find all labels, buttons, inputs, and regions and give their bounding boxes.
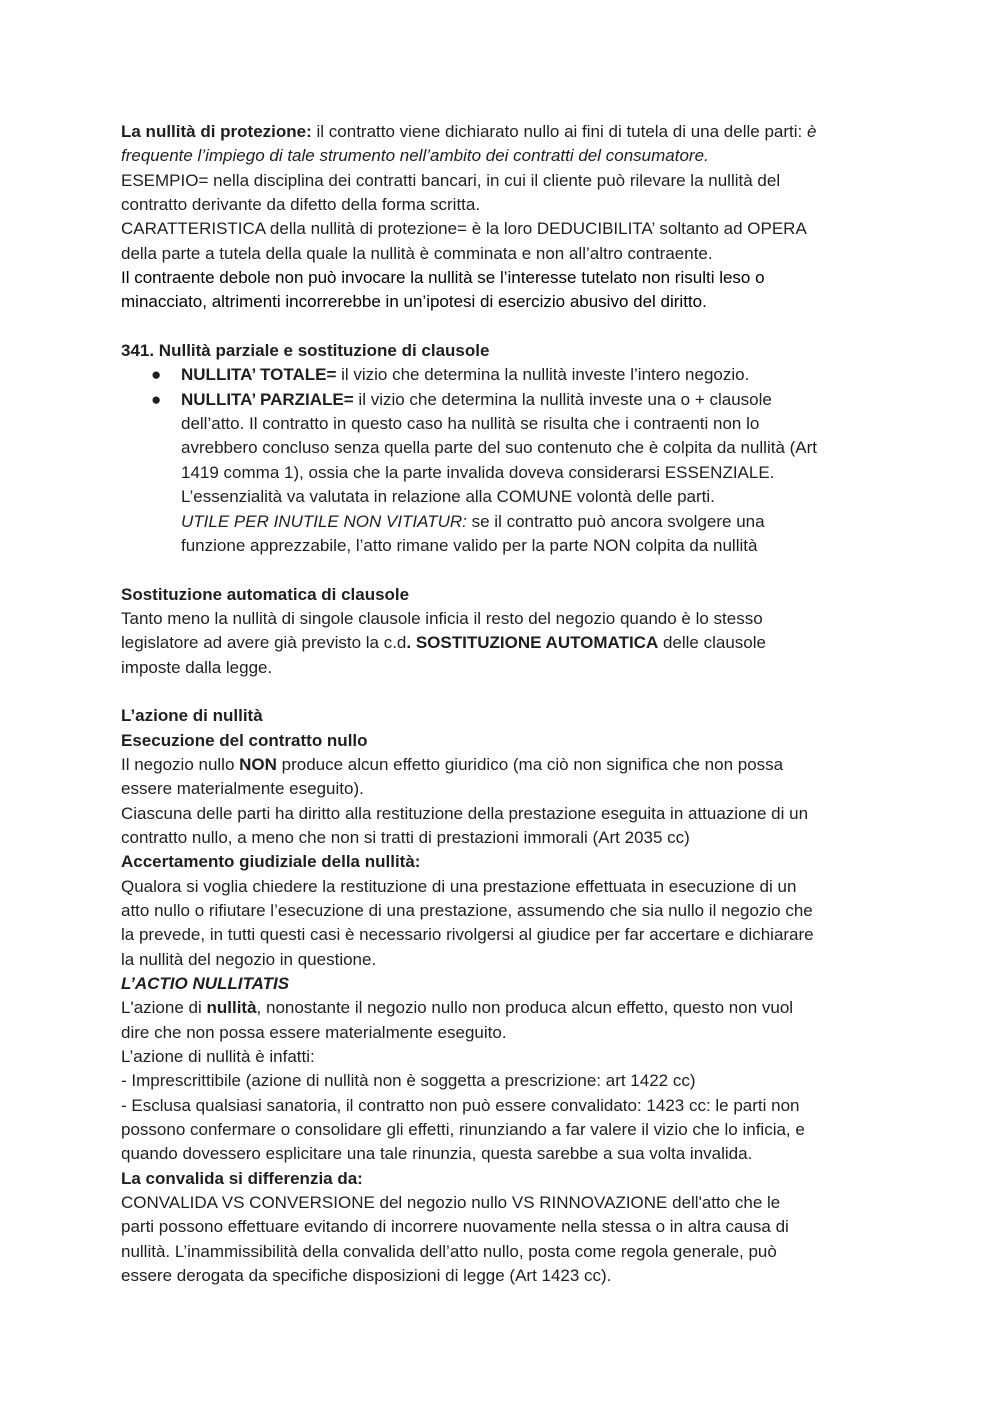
paragraph-line: ESEMPIO= nella disciplina dei contratti bancari, in cui il cliente può rilevare la nullità del — [121, 170, 781, 190]
paragraph-line: minacciato, altrimenti incorrerebbe in un’ipotesi di esercizio abusivo del diritto. — [121, 292, 707, 312]
paragraph-line: atto nullo o rifiutare l’esecuzione di una prestazione, assumendo che sia nullo il negozio che — [121, 901, 813, 920]
paragraph-line — [121, 996, 881, 1020]
paragraph-line: essere materialmente eseguito). — [121, 779, 364, 799]
paragraph-line: la prevede, in tutti questi casi è necessario rivolgersi al giudice per far accertare e dichiarare — [121, 925, 814, 945]
text-span: produce alcun effetto giuridico (ma ciò non significa che non possa — [276, 754, 784, 774]
section-azione-nullita — [121, 704, 881, 1288]
paragraph-line: imposte dalla legge. — [121, 657, 273, 677]
text-span: il vizio che determina la nullità investe una o + clausole — [353, 389, 772, 409]
paragraph-line: della parte a tutela della quale la nullità è comminata e non all’altro contraente. — [121, 243, 713, 263]
paragraph-line: essere derogata da specifiche disposizioni di legge (Art 1423 cc). — [121, 1266, 612, 1286]
paragraph-line: - Imprescrittibile (azione di nullità non è soggetta a prescrizione: art 1422 cc) — [121, 1071, 696, 1091]
term-nullita-parziale: NULLITA’ PARZIALE= — [181, 389, 354, 409]
term-nullita-protezione: La nullità di protezione: — [121, 122, 312, 141]
paragraph-line: Tanto meno la nullità di singole clausole inficia il resto del negozio quando è lo stesso — [121, 608, 763, 628]
italic-span: è — [806, 122, 817, 141]
bullet-line: avrebbero concluso senza quella parte del suo contenuto che è colpita da nullità (Art — [181, 438, 818, 458]
bullet-line: L’essenzialità va valutata in relazione alla COMUNE volontà delle parti. — [181, 487, 715, 507]
paragraph-line — [121, 120, 881, 144]
section-heading: Sostituzione automatica di clausole — [121, 584, 410, 604]
paragraph-line: L’azione di nullità è infatti: — [121, 1047, 315, 1067]
paragraph-line: frequente l’impiego di tale strumento nell’ambito dei contratti del consumatore. — [121, 146, 709, 166]
bullet-icon: ● — [151, 389, 162, 409]
text-span: legislatore ad avere già previsto la c.d — [121, 633, 407, 653]
document-page — [121, 120, 881, 1289]
bullet-line: 1419 comma 1), ossia che la parte invalida doveva considerarsi ESSENZIALE. — [181, 462, 775, 482]
paragraph-line: possono confermare o consolidare gli effetti, rinunziando a far valere il vizio che lo inficia, e — [121, 1120, 805, 1140]
bullet-item-nullita-parziale — [121, 388, 881, 558]
paragraph-line: contratto nullo, a meno che non si tratti di prestazioni immorali (Art 2035 cc) — [121, 827, 690, 847]
paragraph-line: CONVALIDA VS CONVERSIONE del negozio nullo VS RINNOVAZIONE dell'atto che le — [121, 1193, 781, 1213]
paragraph-line: parti possono effettuare evitando di incorrere nuovamente nella stessa o in altra causa di — [121, 1217, 789, 1237]
text-span: Il negozio nullo — [121, 754, 240, 774]
paragraph-line: nullità. L’inammissibilità della convalida dell’atto nullo, posta come regola generale, può — [121, 1241, 777, 1261]
paragraph-line: quando dovessero esplicitare una tale rinunzia, questa sarebbe a sua volta invalida. — [121, 1144, 753, 1164]
subsection-heading: La convalida si differenzia da: — [121, 1168, 363, 1188]
paragraph-line: CARATTERISTICA della nullità di protezione= è la loro DEDUCIBILITA’ soltanto ad OPERA — [121, 219, 807, 239]
bold-span: NON — [239, 754, 277, 774]
bullet-line — [181, 388, 881, 412]
bullet-icon: ● — [151, 365, 162, 385]
paragraph-line: Ciascuna delle parti ha diritto alla restituzione della prestazione eseguita in attuazione di un — [121, 803, 809, 823]
bullet-item-nullita-totale — [121, 363, 881, 387]
paragraph-line — [121, 631, 881, 655]
spacer — [121, 315, 881, 339]
term-sostituzione-automatica: . SOSTITUZIONE AUTOMATICA — [406, 633, 659, 653]
subsection-heading: Accertamento giudiziale della nullità: — [121, 852, 421, 872]
subsection-heading: L’ACTIO NULLITATIS — [121, 974, 290, 994]
text-span: se il contratto può ancora svolgere una — [466, 511, 765, 531]
section-sostituzione-automatica — [121, 583, 881, 680]
paragraph-line — [121, 753, 881, 777]
spacer — [121, 558, 881, 582]
bullet-line — [181, 363, 881, 387]
section-heading: 341. Nullità parziale e sostituzione di clausole — [121, 341, 490, 361]
text-span: il contratto viene dichiarato nullo ai fini di tutela di una delle parti: — [311, 122, 807, 141]
section-nullita-parziale — [121, 339, 881, 558]
subsection-heading: Esecuzione del contratto nullo — [121, 730, 368, 750]
spacer — [121, 680, 881, 704]
section-nullita-protezione — [121, 120, 881, 315]
paragraph-line: Qualora si voglia chiedere la restituzione di una prestazione effettuata in esecuzione di un — [121, 876, 797, 896]
text-span: il vizio che determina la nullità investe l’intero negozio. — [336, 365, 750, 385]
paragraph-line: dire che non possa essere materialmente eseguito. — [121, 1022, 507, 1042]
paragraph-line: Il contraente debole non può invocare la nullità se l’interesse tutelato non risulti leso o — [121, 268, 765, 288]
section-heading: L’azione di nullità — [121, 706, 263, 726]
text-span: delle clausole — [658, 633, 766, 653]
paragraph-line: contratto derivante da difetto della forma scritta. — [121, 195, 481, 215]
bold-span: nullità — [206, 998, 257, 1018]
text-span: L'azione di — [121, 998, 207, 1018]
term-nullita-totale: NULLITA’ TOTALE= — [181, 365, 337, 385]
paragraph-line: la nullità del negozio in questione. — [121, 949, 377, 969]
bullet-line: dell’atto. Il contratto in questo caso ha nullità se risulta che i contraenti non lo — [181, 414, 760, 434]
bullet-line: funzione apprezzabile, l’atto rimane valido per la parte NON colpita da nullità — [181, 535, 758, 555]
italic-span: UTILE PER INUTILE NON VITIATUR: — [181, 511, 467, 531]
paragraph-line: - Esclusa qualsiasi sanatoria, il contratto non può essere convalidato: 1423 cc: le parti non — [121, 1095, 800, 1115]
bullet-line — [181, 510, 881, 534]
text-span: , nonostante il negozio nullo non produca alcun effetto, questo non vuol — [256, 998, 794, 1018]
